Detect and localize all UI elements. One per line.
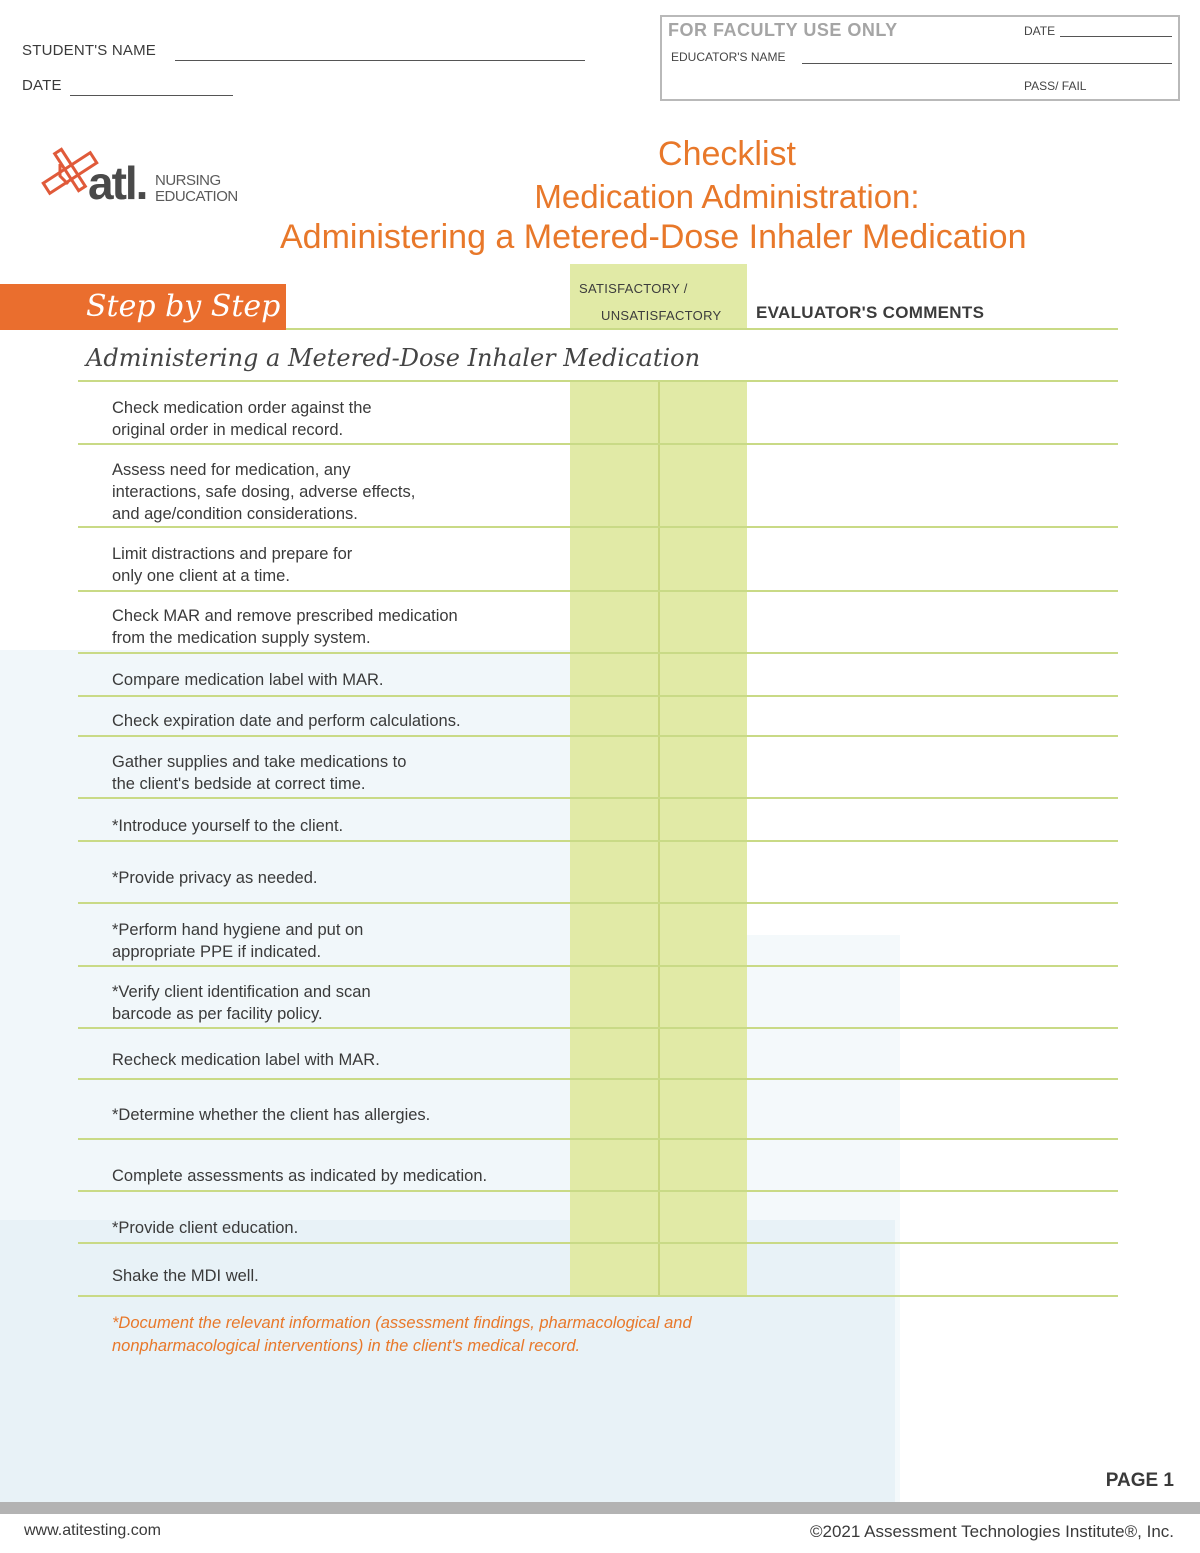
documentation-note: *Document the relevant information (assessment findings, pharmacological and nonpharmacological interventions) in the client's medical record. xyxy=(112,1314,692,1355)
list-item: Recheck medication label with MAR. xyxy=(112,1051,380,1069)
footer-bar xyxy=(0,1502,1200,1514)
student-name-field[interactable] xyxy=(175,60,585,61)
list-item: Check MAR and remove prescribed medication from the medication supply system. xyxy=(112,607,458,647)
list-item: *Provide client education. xyxy=(112,1219,299,1237)
faculty-title: FOR FACULTY USE ONLY xyxy=(668,20,898,40)
row-divider xyxy=(78,1190,1118,1192)
list-item: *Verify client identification and scan barcode as per facility policy. xyxy=(112,983,371,1023)
satisfactory-column xyxy=(570,380,658,1297)
row-divider xyxy=(78,840,1118,842)
row-divider xyxy=(78,526,1118,528)
unsatisfactory-column xyxy=(660,380,747,1297)
list-item: Gather supplies and take medications to the client's bedside at correct time. xyxy=(112,753,407,793)
logo-line-1: NURSING xyxy=(155,172,221,189)
row-divider xyxy=(78,590,1118,592)
date-field[interactable] xyxy=(70,95,233,96)
copyright-text: ©2021 Assessment Technologies Institute®, Inc. xyxy=(810,1522,1174,1541)
background-tint xyxy=(0,1220,895,1510)
evaluator-comments-label: EVALUATOR'S COMMENTS xyxy=(756,303,985,322)
list-item: Check expiration date and perform calculations. xyxy=(112,712,461,730)
list-item: Assess need for medication, any interactions, safe dosing, adverse effects, and age/condition considerations. xyxy=(112,461,416,523)
row-divider xyxy=(78,965,1118,967)
title-line-2: Medication Administration: xyxy=(534,178,920,215)
banner-label: Step by Step xyxy=(86,289,281,324)
list-item: *Determine whether the client has allergies. xyxy=(112,1106,431,1124)
faculty-date-label: DATE xyxy=(1024,24,1056,38)
list-item: *Provide privacy as needed. xyxy=(112,869,318,887)
header-rule xyxy=(286,328,1118,330)
website-link[interactable]: www.atitesting.com xyxy=(24,1522,161,1539)
list-item: Limit distractions and prepare for only one client at a time. xyxy=(112,545,353,585)
row-divider xyxy=(78,652,1118,654)
row-divider xyxy=(78,902,1118,904)
list-item: *Introduce yourself to the client. xyxy=(112,817,344,835)
logo-line-2: EDUCATION xyxy=(155,188,238,205)
student-name-label: STUDENT'S NAME xyxy=(22,42,157,59)
row-divider xyxy=(78,735,1118,737)
satisfactory-label: SATISFACTORY / xyxy=(579,281,688,296)
row-divider xyxy=(78,1027,1118,1029)
section-rule xyxy=(78,380,1118,382)
row-divider xyxy=(78,1295,1118,1297)
list-item: Complete assessments as indicated by medication. xyxy=(112,1167,488,1185)
educator-name-field[interactable] xyxy=(802,63,1172,64)
title-line-3: Administering a Metered-Dose Inhaler Medication xyxy=(280,218,1027,256)
list-item: Compare medication label with MAR. xyxy=(112,671,384,689)
row-divider xyxy=(78,797,1118,799)
logo-wordmark: atl. xyxy=(88,157,147,209)
date-label: DATE xyxy=(22,77,62,94)
row-divider xyxy=(78,1138,1118,1140)
faculty-date-field[interactable] xyxy=(1060,36,1172,37)
list-item: Check medication order against the original order in medical record. xyxy=(112,399,372,439)
row-divider xyxy=(78,1078,1118,1080)
row-divider xyxy=(78,443,1118,445)
title-line-1: Checklist xyxy=(658,135,796,173)
row-divider xyxy=(78,695,1118,697)
page-number: PAGE 1 xyxy=(1105,1470,1174,1491)
list-item: *Perform hand hygiene and put on appropriate PPE if indicated. xyxy=(112,921,364,961)
pass-fail-label: PASS/ FAIL xyxy=(1024,79,1087,93)
row-divider xyxy=(78,1242,1118,1244)
unsatisfactory-label: UNSATISFACTORY xyxy=(601,308,722,323)
educator-name-label: EDUCATOR'S NAME xyxy=(671,50,786,64)
column-divider xyxy=(658,380,660,1297)
section-title: Administering a Metered-Dose Inhaler Medication xyxy=(86,344,701,372)
list-item: Shake the MDI well. xyxy=(112,1267,259,1285)
